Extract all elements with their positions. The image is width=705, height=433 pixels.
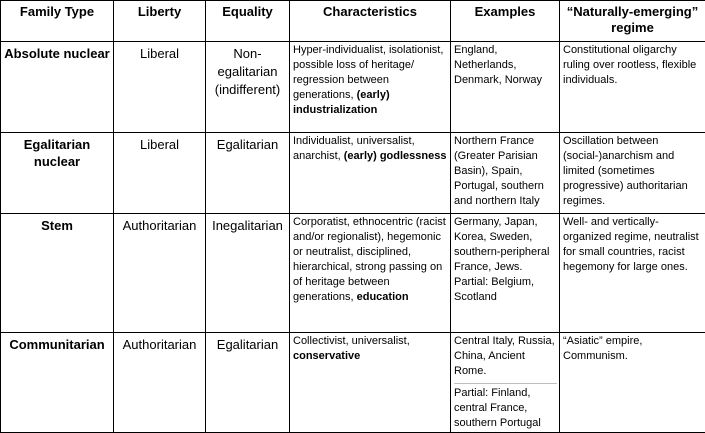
characteristics-bold: (early) industrialization (293, 89, 390, 116)
regime-cell: “Asiatic” empire, Communism. (560, 333, 705, 433)
characteristics-text: Individualist, universalist, anarchist, (293, 135, 415, 162)
characteristics-text: Collectivist, universalist, (293, 335, 410, 347)
equality-cell: Egalitarian (206, 333, 290, 433)
table-row (1, 214, 705, 333)
equality-cell: Non-egalitarian (indifferent) (206, 42, 290, 133)
examples-partial: Partial: Finland, central France, southern Portugal (454, 383, 557, 431)
table-row (1, 133, 705, 214)
header-liberty: Liberty (114, 1, 206, 42)
characteristics-bold: conservative (293, 350, 360, 362)
characteristics-cell (290, 214, 451, 333)
characteristics-text: Corporatist, ethnocentric (racist and/or regionalist), hegemonic or neutralist, disciplined, hierarchical, strong passing on of heritage between generations, (293, 216, 446, 303)
liberty-cell: Liberal (114, 42, 206, 133)
examples-main: Central Italy, Russia, China, Ancient Rome. (454, 334, 557, 379)
family-type-cell: Egalitarian nuclear (1, 133, 114, 214)
header-regime: “Naturally-emerging” regime (560, 1, 705, 42)
regime-cell: Well- and vertically-organized regime, neutralist for small countries, racist hegemony for large ones. (560, 214, 705, 333)
header-row (1, 1, 705, 42)
family-type-cell: Absolute nuclear (1, 42, 114, 133)
characteristics-cell (290, 133, 451, 214)
examples-cell: Germany, Japan, Korea, Sweden, southern-peripheral France, Jews. Partial: Belgium, Scotland (451, 214, 560, 333)
examples-cell (451, 333, 560, 433)
equality-cell: Egalitarian (206, 133, 290, 214)
header-characteristics: Characteristics (290, 1, 451, 42)
examples-cell: Northern France (Greater Parisian Basin), Spain, Portugal, southern and northern Italy (451, 133, 560, 214)
liberty-cell: Authoritarian (114, 333, 206, 433)
table-row (1, 42, 705, 133)
table-row (1, 333, 705, 433)
family-type-cell: Stem (1, 214, 114, 333)
family-type-cell: Communitarian (1, 333, 114, 433)
header-examples: Examples (451, 1, 560, 42)
header-equality: Equality (206, 1, 290, 42)
examples-cell: England, Netherlands, Denmark, Norway (451, 42, 560, 133)
liberty-cell: Authoritarian (114, 214, 206, 333)
regime-cell: Constitutional oligarchy ruling over rootless, flexible individuals. (560, 42, 705, 133)
characteristics-bold: education (357, 291, 409, 303)
characteristics-cell (290, 42, 451, 133)
characteristics-cell (290, 333, 451, 433)
characteristics-bold: (early) godlessness (344, 150, 447, 162)
header-family-type: Family Type (1, 1, 114, 42)
regime-cell: Oscillation between (social-)anarchism and limited (sometimes progressive) authoritarian regimes. (560, 133, 705, 214)
characteristics-text: Hyper-individualist, isolationist, possible loss of heritage/ regression between generations, (293, 44, 443, 101)
liberty-cell: Liberal (114, 133, 206, 214)
equality-cell: Inegalitarian (206, 214, 290, 333)
